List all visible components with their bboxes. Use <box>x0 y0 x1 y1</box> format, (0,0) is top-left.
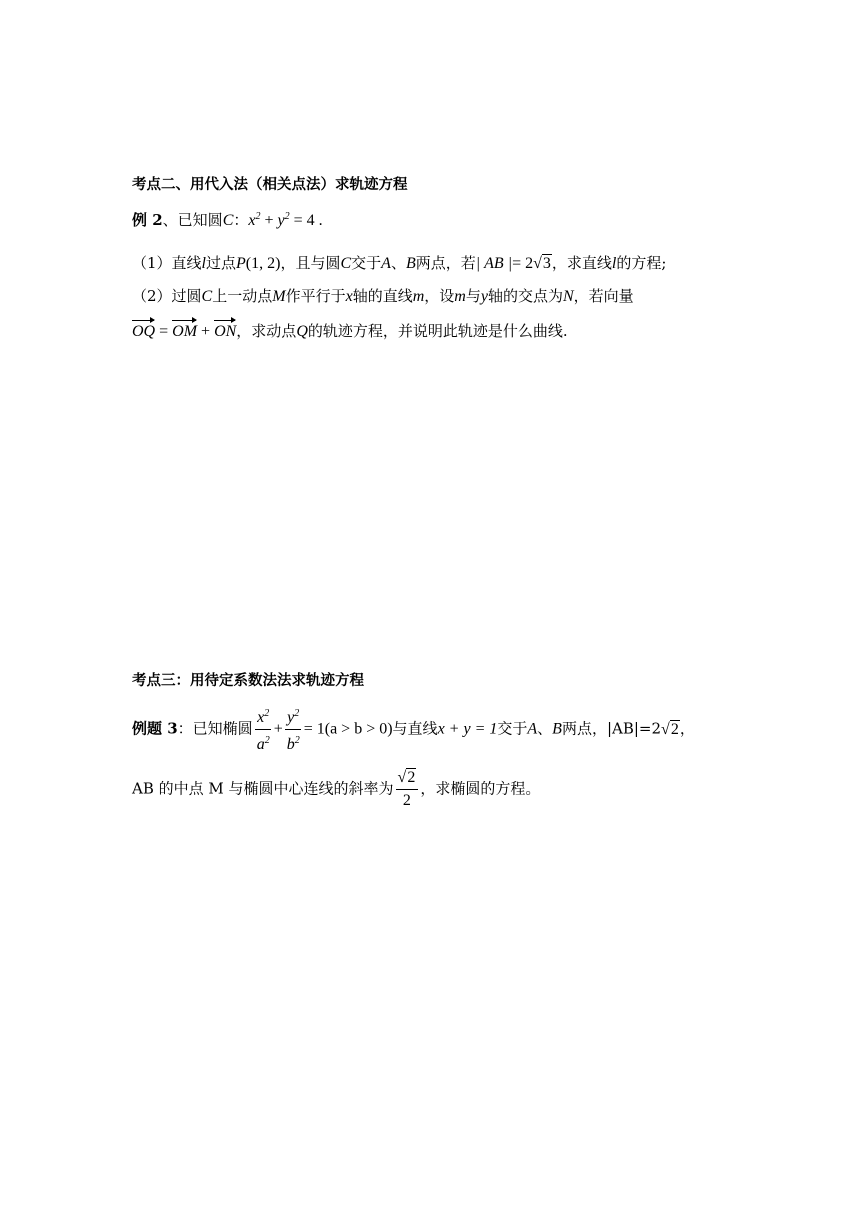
fraction-y2-b2: $\frac{y^2}{b^2}$ <box>285 703 302 756</box>
vector-OQ: OQ <box>132 321 155 343</box>
example3-statement-line2: AB 的中点 M 与椭圆中心连线的斜率为 $\frac{√2}{2}$ ，求椭圆的方程。 <box>132 767 540 812</box>
example2-part2-line1: （2）过圆C上一动点M作平行于x轴的直线m，设m与y轴的交点为N，若向量 <box>132 287 634 305</box>
vector-OM: OM <box>172 321 197 343</box>
example3-label: 例题 3 <box>132 719 178 738</box>
example2-part1: （1）直线l过点P(1, 2)，且与圆C交于A、B两点，若| AB |= 2√3，求直线l的方程; <box>132 252 666 275</box>
section2-heading: 考点二、用代入法（相关点法）求轨迹方程 <box>132 177 408 193</box>
fraction-sqrt2-over-2: $\frac{√2}{2}$ <box>396 767 419 812</box>
fraction-x2-a2: $\frac{x^2}{a^2}$ <box>255 703 272 756</box>
vector-ON: ON <box>214 321 236 343</box>
sqrt-2: √2 <box>661 720 679 738</box>
sqrt-3: √3 <box>533 255 551 272</box>
section3-heading: 考点三：用待定系数法法求轨迹方程 <box>132 673 364 689</box>
example3-statement: 例题 3：已知椭圆 $\frac{x^2}{a^2}$ + $\frac{y^2}{b^2}$ = 1(a > b > 0)与直线x + y = 1交于A、B两点，|AB|=2√2， <box>132 703 695 756</box>
example2-statement: 例 2、已知圆C：$x^2 + y^2 = 4$ . <box>132 211 323 229</box>
circle-equation: $x^2 + y^2$ <box>248 211 290 229</box>
example2-label: 例 2 <box>132 211 163 229</box>
example2-part2-line2: OQ = OM + ON，求动点Q的轨迹方程，并说明此轨迹是什么曲线. <box>132 320 568 343</box>
